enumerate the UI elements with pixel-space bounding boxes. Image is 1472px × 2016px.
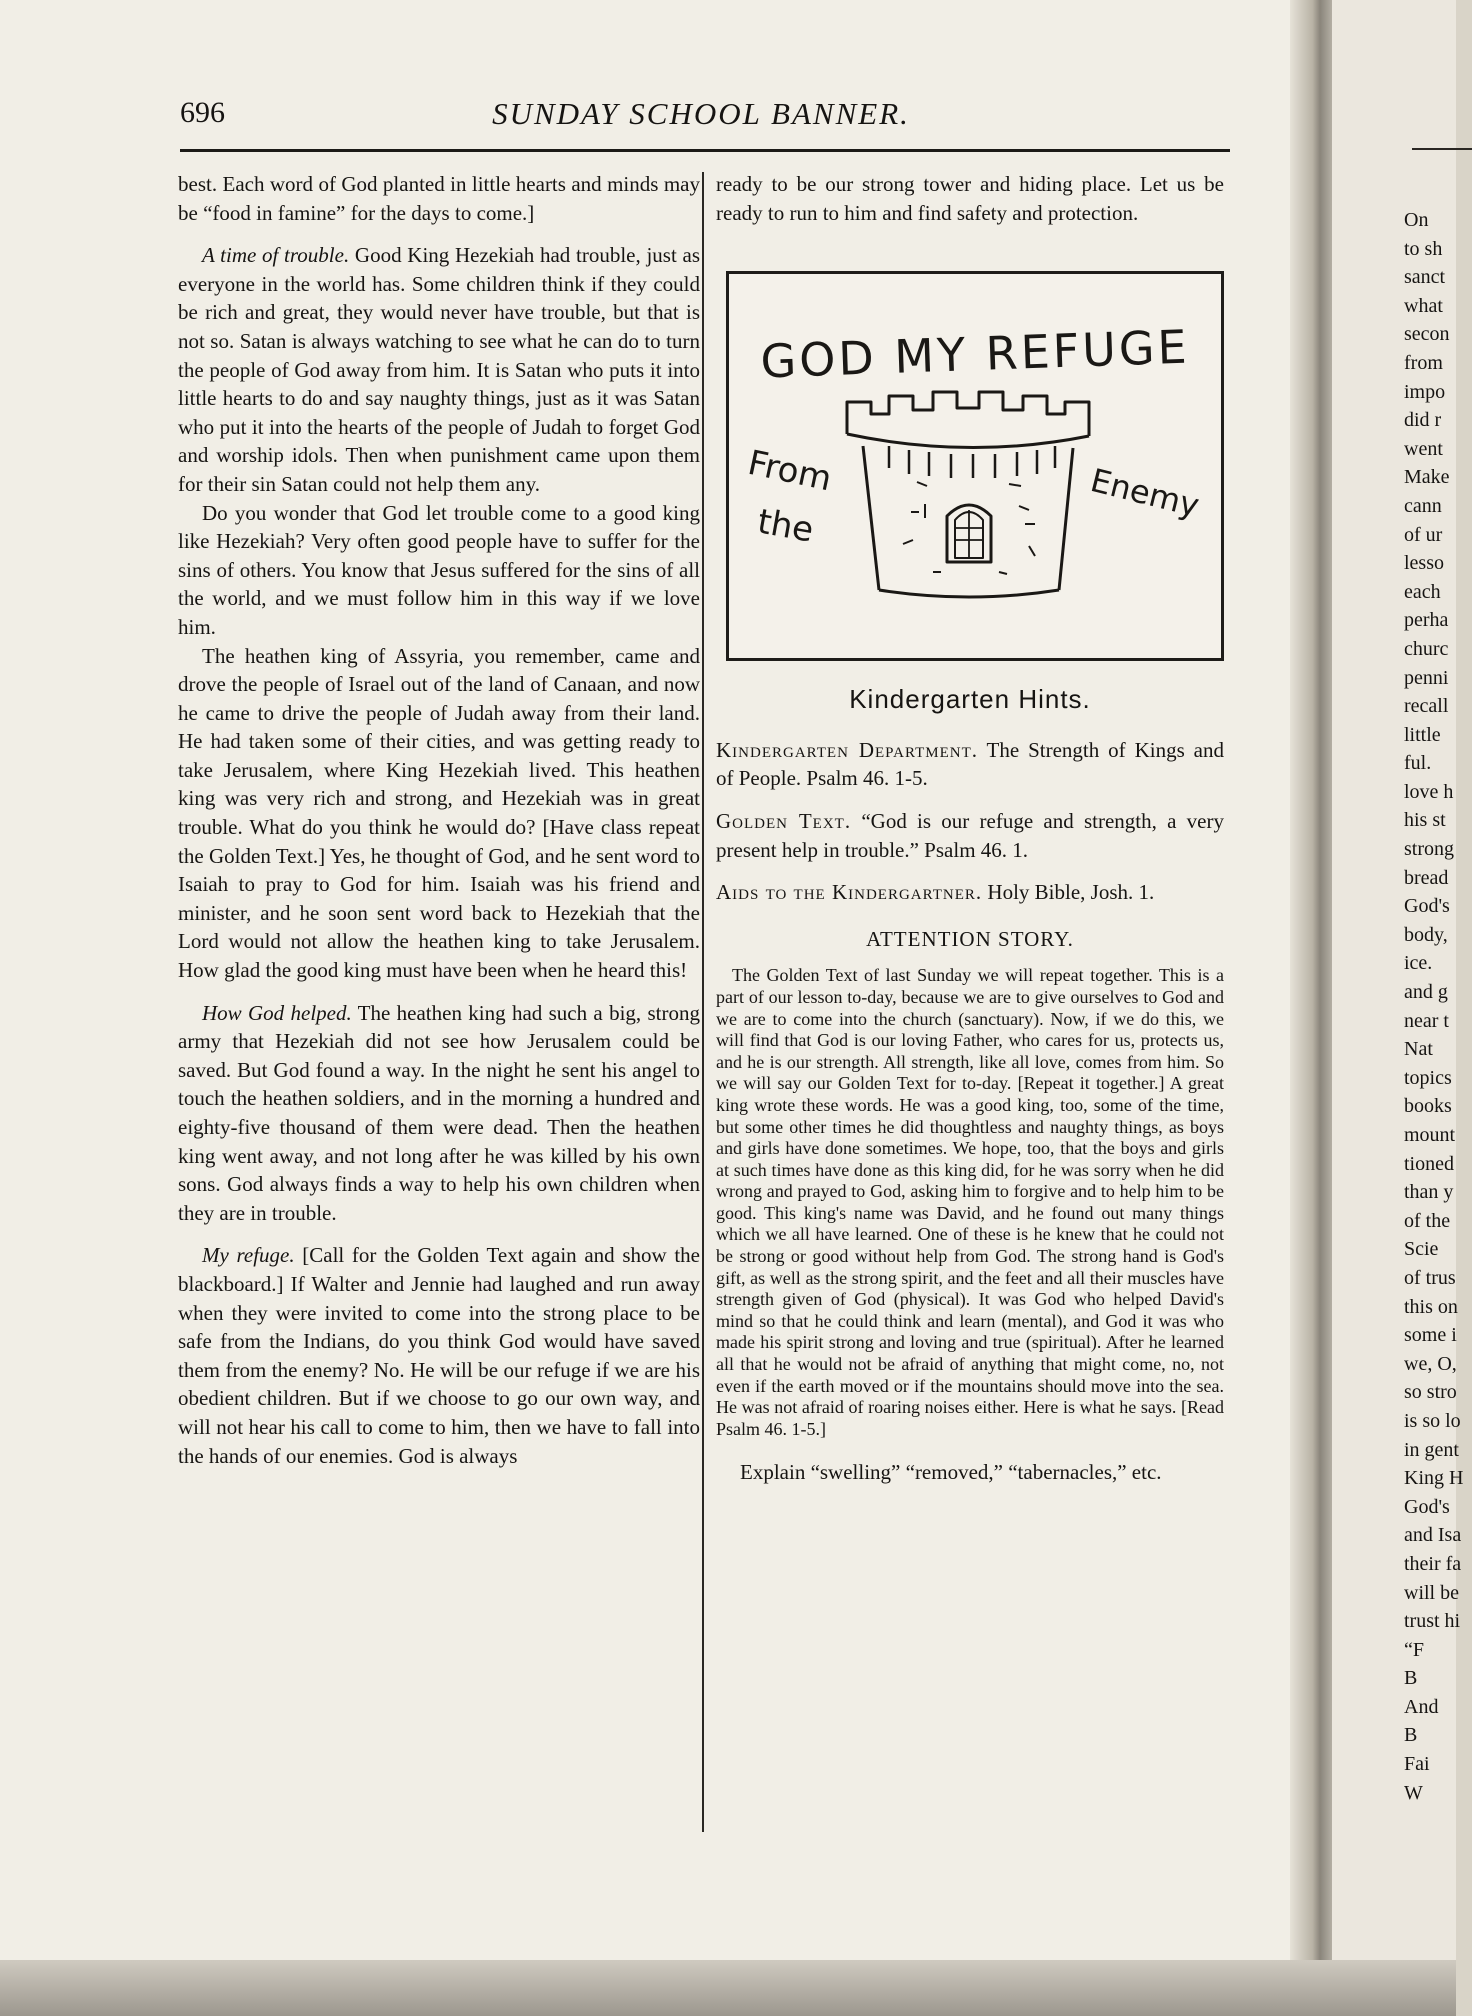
adjacent-line: On	[1404, 209, 1429, 231]
paragraph: Golden Text. “God is our refuge and strength, a very present help in trouble.” Psalm 46. 1.	[716, 808, 1224, 862]
label: Golden Text.	[716, 808, 852, 833]
paragraph: My refuge. [Call for the Golden Text again and show the blackboard.] If Walter and Jennie had laughed and run away when they were invited to come into the strong place to be safe from the Indians, do you think God would have saved them from the enemy? No. He will be our refuge if we are his obedient children. But if we choose to go our own way, and will not hear his call to come to him, then we have to fall into the hands of our enemies. God is always	[178, 1243, 700, 1468]
paragraph: best. Each word of God planted in little hearts and minds may be “food in famine” for the days to come.]	[178, 172, 700, 225]
label: Kindergarten Department.	[716, 737, 978, 762]
adjacent-line: of ur	[1404, 523, 1443, 546]
adjacent-line: impo	[1404, 380, 1446, 403]
page-number: 696	[180, 96, 225, 129]
adjacent-line: mount	[1404, 1124, 1456, 1146]
adjacent-line: Scie	[1404, 1238, 1439, 1261]
adjacent-line: churc	[1404, 637, 1449, 660]
adjacent-line: to sh	[1404, 237, 1443, 260]
paragraph-heading: A time of trouble.	[202, 243, 350, 268]
left-column	[178, 170, 700, 1470]
illustration-word: the	[754, 501, 817, 551]
illustration-title: GOD MY REFUGE	[759, 319, 1191, 389]
adjacent-line: of the	[1404, 1209, 1451, 1232]
right-column	[716, 170, 1224, 1487]
adjacent-line: B	[1404, 1667, 1418, 1690]
adjacent-line: so stro	[1404, 1381, 1457, 1404]
adjacent-line: near t	[1404, 1009, 1449, 1032]
adjacent-line: bread	[1404, 866, 1449, 889]
adjacent-line: King H	[1404, 1467, 1464, 1490]
adjacent-line: God's	[1404, 1495, 1450, 1518]
adjacent-line: perha	[1404, 609, 1449, 632]
paragraph: How God helped. The heathen king had such a big, strong army that Hezekiah did not see how Jerusalem could be saved. But God found a way. In the night he sent his angel to touch the heathen soldiers, and in the morning a hundred and eighty-five thousand of them were dead. Then the heathen king went away, and not long after he was killed by his own sons. God always finds a way to help his own children when they are in trouble.	[178, 1000, 700, 1225]
adjacent-line: recall	[1404, 695, 1449, 718]
label: Aids to the Kindergartner.	[716, 880, 983, 905]
adjacent-line: ful.	[1404, 752, 1432, 775]
paragraph: Aids to the Kindergartner. Holy Bible, Josh. 1.	[716, 880, 1155, 905]
adjacent-line: this on	[1404, 1295, 1458, 1318]
paragraph: Kindergarten Department. The Strength of Kings and of People. Psalm 46. 1-5.	[716, 737, 1224, 791]
adjacent-line: in gent	[1404, 1438, 1459, 1461]
paragraph: Explain “swelling” “removed,” “tabernacles,” etc.	[740, 1460, 1162, 1485]
adjacent-line: Nat	[1404, 1038, 1433, 1061]
adjacent-line: each	[1404, 580, 1441, 603]
running-title: SUNDAY SCHOOL BANNER.	[492, 96, 910, 131]
adjacent-line: “F	[1404, 1638, 1424, 1661]
paragraph-heading: My refuge.	[202, 1243, 295, 1268]
blackboard-illustration	[726, 271, 1224, 661]
adjacent-line: did r	[1404, 409, 1442, 432]
adjacent-line: And	[1404, 1695, 1439, 1718]
paragraph-heading: How God helped.	[202, 1000, 352, 1025]
adjacent-line: topics	[1404, 1066, 1452, 1089]
attention-story	[716, 965, 1224, 1440]
adjacent-line: will be	[1404, 1581, 1459, 1604]
adjacent-page	[1332, 0, 1464, 2016]
paragraph: A time of trouble. Good King Hezekiah had trouble, just as everyone in the world has. Some children think if they could be rich and great, they would never have trouble, but that is not so. Satan is always watching to see what he can do to turn the people of God away from him. It is Satan who puts it into little hearts to do and say naughty things, just as it was Satan who put it into the hearts of the people of Judah to forget God and worship idols. Then when punishment came upon them for their sin Satan could not help them any.	[178, 243, 700, 496]
adjacent-line: from	[1404, 351, 1443, 374]
adjacent-line: body,	[1404, 923, 1448, 946]
adjacent-line: and g	[1404, 981, 1448, 1004]
paragraph: Do you wonder that God let trouble come to a good king like Hezekiah? Very often good people have to suffer for the sins of others. You know that Jesus suffered for the sins of all the world, and we must follow him in this way if we love him.	[178, 500, 700, 639]
column-divider	[702, 172, 704, 1832]
adjacent-line: their fa	[1404, 1552, 1462, 1575]
adjacent-line: and Isa	[1404, 1524, 1462, 1547]
story-title: ATTENTION STORY.	[866, 926, 1074, 951]
adjacent-line: little	[1404, 723, 1441, 746]
adjacent-line: than y	[1404, 1181, 1454, 1204]
page-header	[180, 96, 1222, 140]
adjacent-line: went	[1404, 437, 1443, 460]
section-title: Kindergarten Hints.	[849, 684, 1091, 715]
adjacent-line: lesso	[1404, 552, 1444, 575]
adjacent-line: Fai	[1404, 1753, 1430, 1776]
adjacent-line: B	[1404, 1724, 1418, 1747]
adjacent-line: strong	[1404, 838, 1454, 861]
paragraph: ready to be our strong tower and hiding place. Let us be ready to run to him and find safety and protection.	[716, 172, 1224, 225]
adjacent-line: secon	[1404, 323, 1450, 346]
adjacent-line: love h	[1404, 780, 1454, 803]
scan-edge	[0, 1960, 1456, 2016]
adjacent-line: what	[1404, 294, 1443, 317]
header-rule	[180, 149, 1230, 152]
adjacent-line: penni	[1404, 666, 1449, 689]
illustration-word: From	[744, 442, 836, 500]
tower-icon	[847, 392, 1089, 597]
adjacent-rule	[1412, 148, 1472, 150]
adjacent-line: ice.	[1404, 952, 1433, 975]
adjacent-line: of trus	[1404, 1266, 1456, 1289]
adjacent-line: tioned	[1404, 1152, 1454, 1175]
adjacent-line: W	[1404, 1781, 1423, 1804]
illustration-word: Enemy	[1086, 461, 1204, 525]
paragraph: The heathen king of Assyria, you remember, came and drove the people of Israel out of the land of Canaan, and now he came to drive the people of Judah away from their land. He had taken some of their cities, and was getting ready to take Jerusalem, where King Hezekiah lived. This heathen king was very rich and strong, and Hezekiah was in great trouble. What do you think he would do? [Have class repeat the Golden Text.] Yes, he thought of God, and he sent word to Isaiah to pray to God for him. Isaiah was his friend and minister, and he soon sent word back to Hezekiah that the Lord would not allow the heathen king to take Jerusalem. How glad the good king must have been when he heard this!	[178, 643, 700, 983]
adjacent-line: trust hi	[1404, 1610, 1461, 1633]
adjacent-line: sanct	[1404, 266, 1446, 289]
adjacent-page-text	[1404, 206, 1463, 1807]
adjacent-line: some i	[1404, 1324, 1457, 1347]
adjacent-line: books	[1404, 1095, 1452, 1118]
adjacent-line: we, O,	[1404, 1352, 1457, 1375]
adjacent-line: Make	[1404, 466, 1450, 489]
adjacent-line: is so lo	[1404, 1409, 1461, 1432]
adjacent-line: his st	[1404, 809, 1446, 832]
adjacent-line: God's	[1404, 895, 1450, 918]
paragraph: The Golden Text of last Sunday we will repeat together. This is a part of our lesson to-day, because we are to give ourselves to God and we are to come into the church (sanctuary). Now, if we do this, we will find that God is our loving Father, who cares for us, protects us, and he is our strength. All strength, like all love, comes from him. So we will say our Golden Text for to-day. [Repeat it together.] A great king wrote these words. He was a good king, too, some of the time, but some other times he did thoughtless and naughty things, as boys and girls have done sometimes. We hope, too, that the boys and girls at such times have done as this king did, for he was sorry when he did wrong and prayed to God, asking him to forgive and to help him to be good. This king's name was David, and he found out many things which we all have learned. One of these is he knew that he could not be strong or good without help from God. The strong hand is God's gift, as well as the strong spirit, and the feet and all their muscles have strength given of God (physical). It was God who helped David's mind so that he could think and learn (mental), and God it was who made his spirit strong and loving and true (spiritual). After he learned all that he would not be afraid of anything that might come, no, not even if the earth moved or if the mountains should move into the sea. He was not afraid of roaring noises either. Here is what he says. [Read Psalm 46. 1-5.]	[716, 965, 1224, 1439]
tower-drawing	[729, 274, 1221, 658]
adjacent-line: cann	[1404, 494, 1442, 517]
